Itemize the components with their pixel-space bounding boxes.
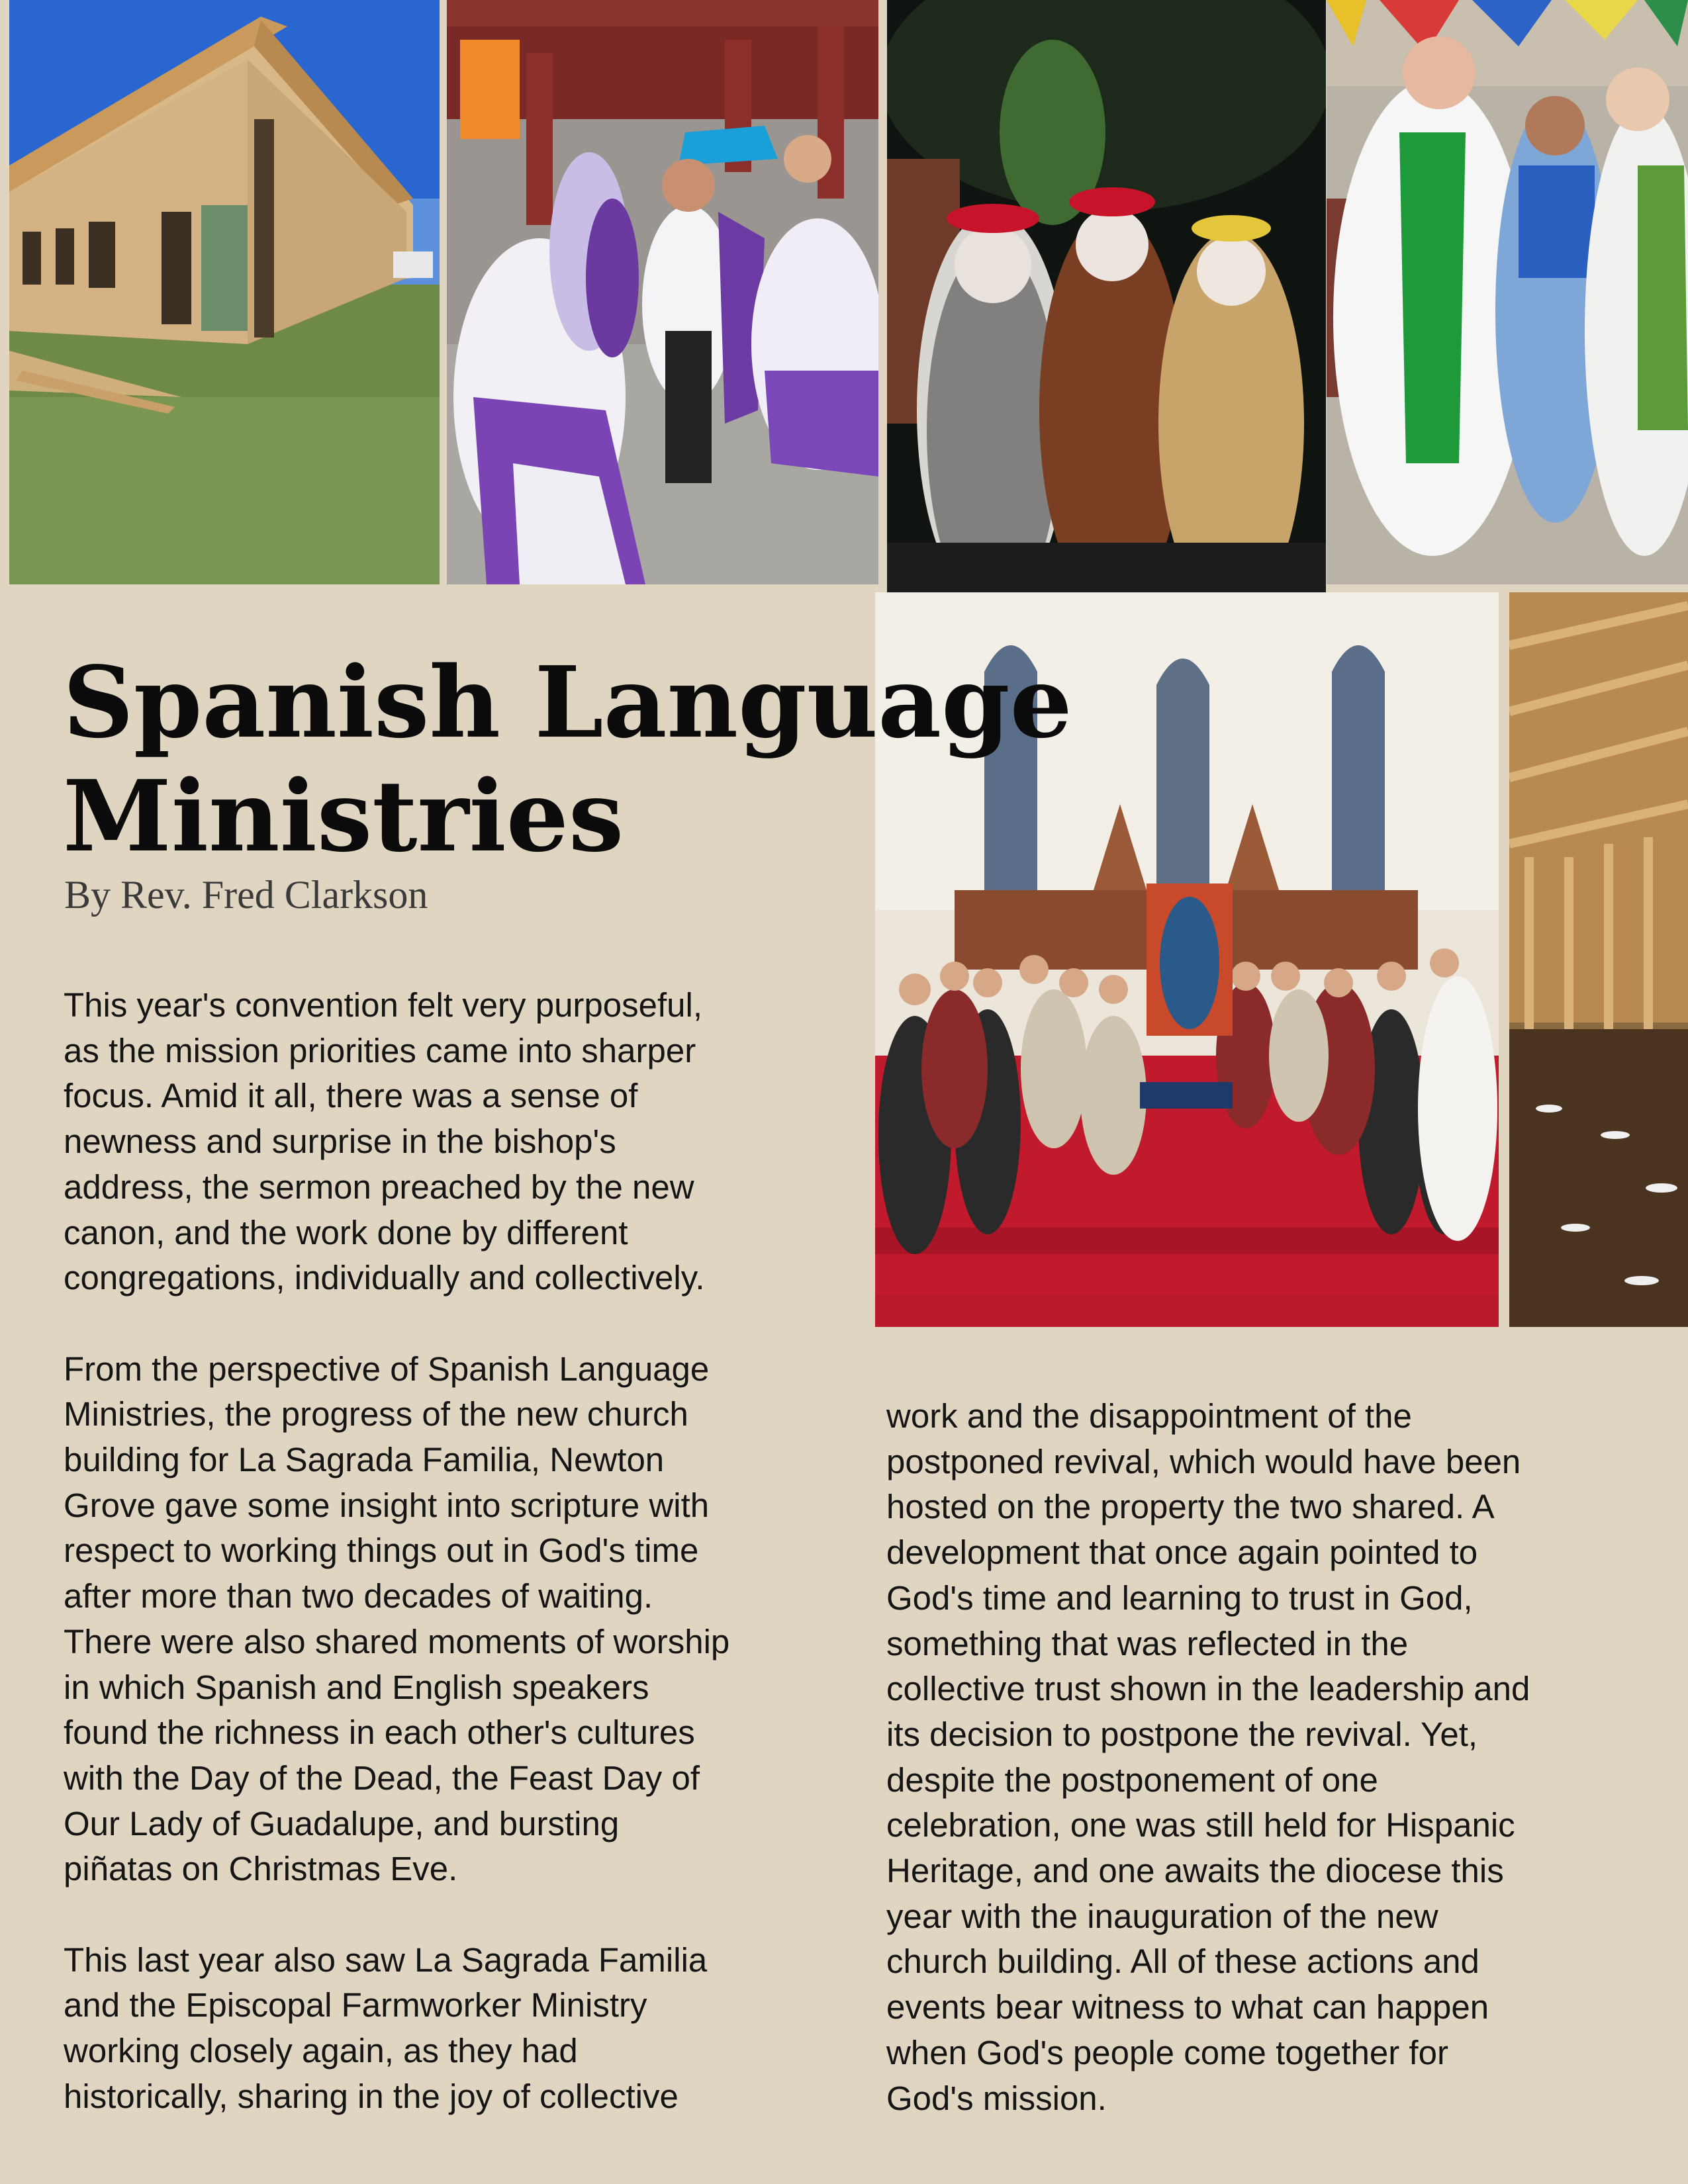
text-line: as the mission priorities came into sharper — [64, 1031, 696, 1069]
text-line: something that was reflected in the — [886, 1624, 1409, 1662]
text-line: This year's convention felt very purposeful, — [64, 986, 703, 1024]
text-line: canon, and the work done by different — [64, 1213, 628, 1251]
text-line: despite the postponement of one — [886, 1760, 1378, 1799]
article-paragraph — [64, 983, 858, 1301]
article-title-line: Spanish Language — [63, 645, 1072, 760]
text-line: collective trust shown in the leadership and — [886, 1670, 1530, 1708]
article-title — [63, 645, 1072, 873]
text-line: God's time and learning to trust in God, — [886, 1578, 1473, 1617]
text-line: There were also shared moments of worship — [64, 1622, 730, 1661]
text-line: address, the sermon preached by the new — [64, 1167, 694, 1206]
article-byline: By Rev. Fred Clarkson — [64, 873, 428, 917]
text-line: when God's people come together for — [886, 2033, 1448, 2071]
text-line: congregations, individually and collectively. — [64, 1259, 705, 1297]
text-line: and the Episcopal Farmworker Ministry — [64, 1986, 647, 2025]
text-line: newness and surprise in the bishop's — [64, 1122, 616, 1161]
text-line: God's mission. — [886, 2079, 1107, 2117]
text-line: with the Day of the Dead, the Feast Day of — [64, 1758, 700, 1797]
text-line: year with the inauguration of the new — [886, 1897, 1438, 1935]
photo-day-of-the-dead-group — [887, 0, 1326, 592]
text-line: From the perspective of Spanish Language — [64, 1349, 710, 1388]
text-line: celebration, one was still held for Hispanic — [886, 1806, 1515, 1844]
text-line: hosted on the property the two shared. A — [886, 1488, 1495, 1526]
text-line: work and the disappointment of the — [886, 1397, 1412, 1435]
text-line: working closely again, as they had — [64, 2032, 578, 2070]
text-line: Ministries, the progress of the new church — [64, 1395, 688, 1433]
text-line: church building. All of these actions and — [886, 1942, 1479, 1981]
text-line: found the richness in each other's cultures — [64, 1713, 695, 1752]
article-paragraph — [64, 1938, 858, 2120]
text-line: events bear witness to what can happen — [886, 1988, 1489, 2026]
text-line: piñatas on Christmas Eve. — [64, 1850, 458, 1888]
text-line: its decision to postpone the revival. Yet, — [886, 1715, 1478, 1753]
text-line: development that once again pointed to — [886, 1533, 1478, 1572]
article-title-line: Ministries — [63, 758, 624, 874]
text-line: Our Lady of Guadalupe, and bursting — [64, 1804, 620, 1843]
text-line: historically, sharing in the joy of collective — [64, 2077, 679, 2115]
text-line: after more than two decades of waiting. — [64, 1577, 653, 1615]
text-line: respect to working things out in God's time — [64, 1531, 699, 1570]
text-line: in which Spanish and English speakers — [64, 1668, 649, 1706]
text-line: Heritage, and one awaits the diocese this — [886, 1852, 1504, 1890]
article-paragraph — [64, 1347, 858, 1892]
text-line: focus. Amid it all, there was a sense of — [64, 1077, 638, 1115]
article-paragraph — [886, 1394, 1667, 2121]
photo-folk-dancers — [447, 0, 878, 584]
photo-church-framing-interior — [1509, 592, 1688, 1327]
photo-building-construction — [9, 0, 440, 584]
photo-clergy-group — [1327, 0, 1688, 584]
article-right-column — [886, 1394, 1667, 2121]
article-left-column — [64, 983, 858, 2120]
text-line: building for La Sagrada Familia, Newton — [64, 1441, 665, 1479]
text-line: Grove gave some insight into scripture with — [64, 1486, 710, 1524]
text-line: This last year also saw La Sagrada Familia — [64, 1940, 708, 1979]
text-line: postponed revival, which would have been — [886, 1442, 1521, 1480]
